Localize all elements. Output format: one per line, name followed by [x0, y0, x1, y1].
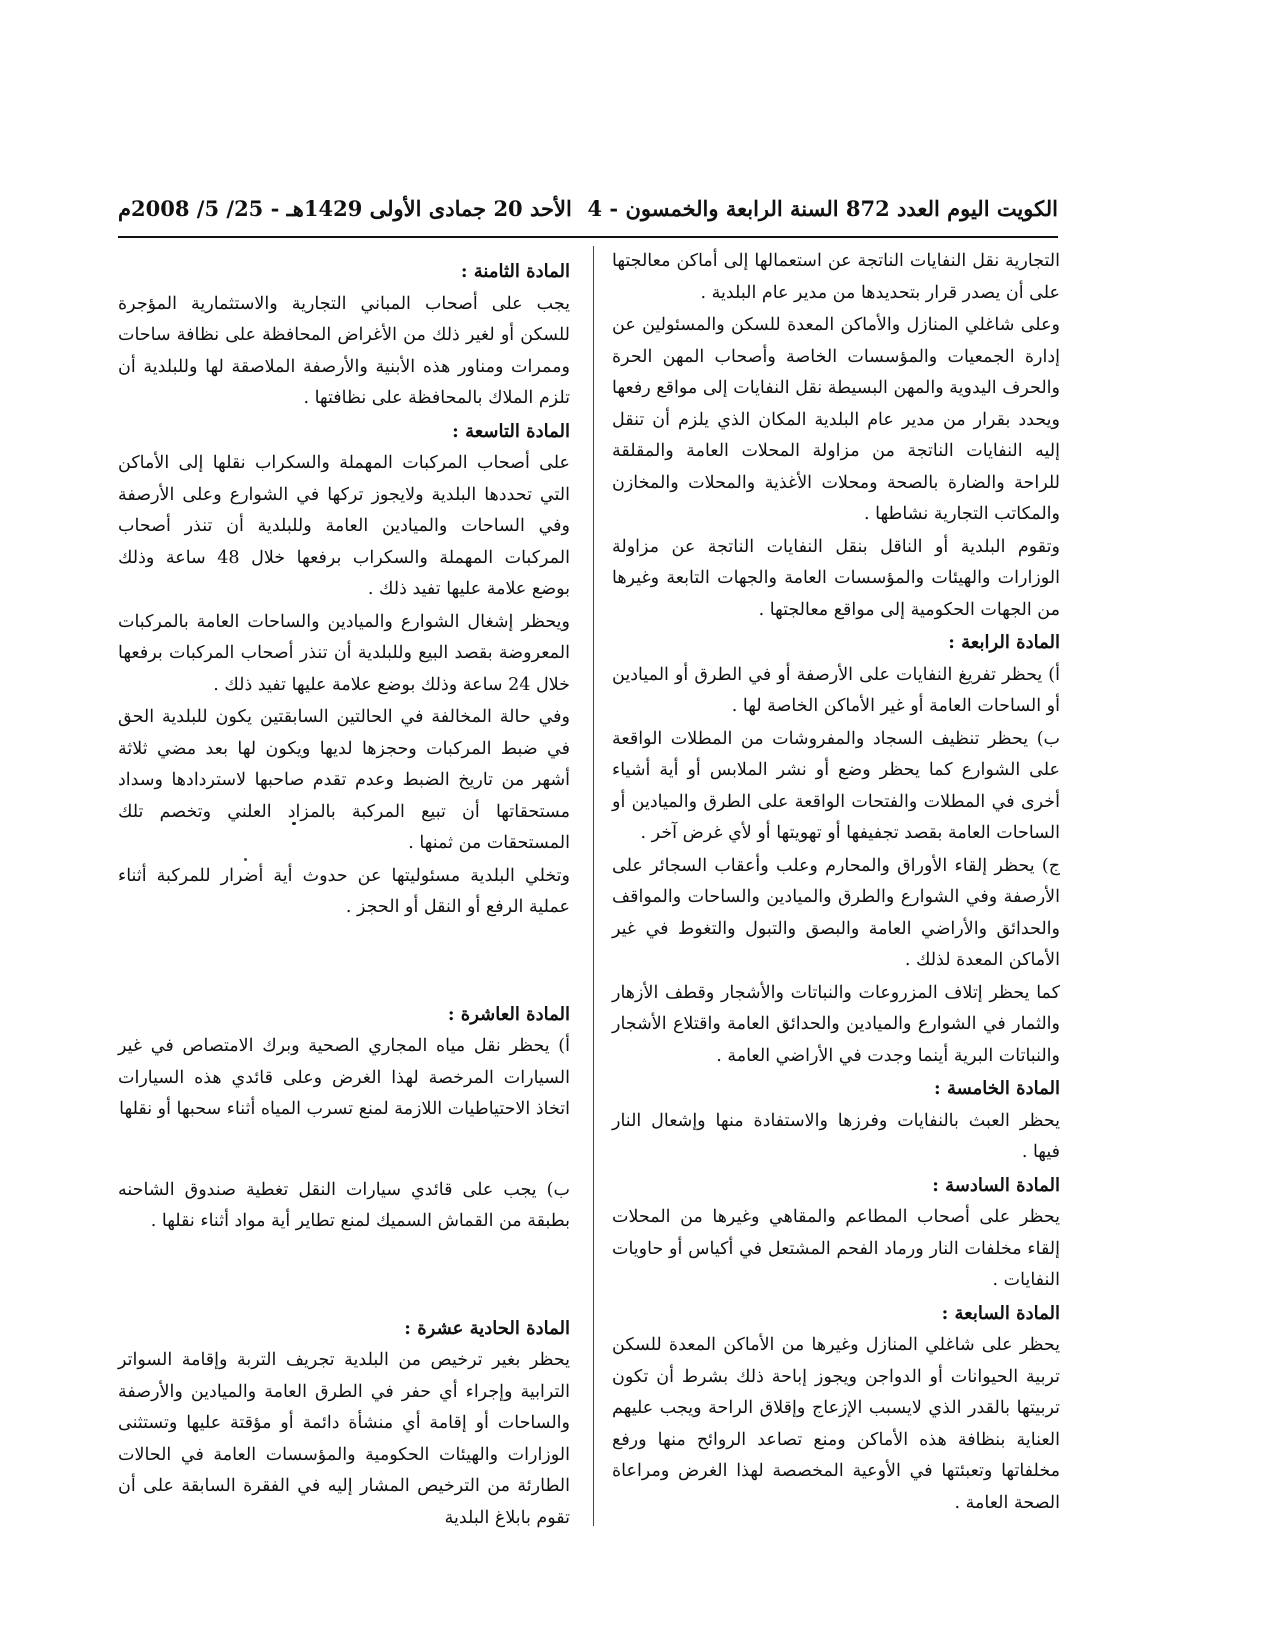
article-paragraph: على أصحاب المركبات المهملة والسكراب نقلها إلى الأماكن التي تحددها البلدية ولايجوز تركها في الشوارع وعلى الأرصفة وفي الساحات والميادين العامة وللبلدية أن تنذر أصحاب المركبات المهملة والسكراب برفعها خلال 48 ساعة وذلك بوضع علامة عليها تفيد ذلك . [118, 453, 570, 599]
ink-speck [292, 822, 296, 825]
article-paragraph: أ) يحظر نقل مياه المجاري الصحية وبرك الامتصاص في غير السيارات المرخصة لهذا الغرض وعلى قائدي هذه السيارات اتخاذ الاحتياطيات اللازمة لمنع تسرب المياه أثناء سحبها أو نقلها [118, 1036, 570, 1119]
article-paragraph: وعلى شاغلي المنازل والأماكن المعدة للسكن والمسئولين عن إدارة الجمعيات والمؤسسات الخاصة وأصحاب المهن الحرة والحرف اليدوية والمهن البسيطة نقل النفايات إلى مواقع رفعها ويحدد بقرار من مدير عام البلدية المكان الذي يلزم أن تنقل إليه النفايات الناتجة من مزاولة المحلات العامة والمقلقة للراحة والضارة بالصحة ومحلات الأغذية والمحلات والمخازن والمكاتب التجارية نشاطها . [612, 315, 1060, 524]
article-paragraph: يحظر على أصحاب المطاعم والمقاهي وغيرها من المحلات إلقاء مخلفات النار ورماد الفحم المشتعل في أكياس أو حاويات النفايات . [612, 1207, 1060, 1290]
article-heading: المادة الرابعة : [948, 632, 1060, 653]
article-heading: المادة التاسعة : [452, 420, 570, 442]
article-paragraph: ويحظر إشغال الشوارع والميادين والساحات العامة بالمركبات المعروضة بقصد البيع وللبلدية أن تنذر أصحاب المركبات برفعها خلال 24 ساعة وذلك بوضع علامة عليها تفيد ذلك . [118, 611, 570, 695]
article-paragraph: ب) يحظر تنظيف السجاد والمفروشات من المطلات الواقعة على الشوارع كما يحظر وضع أو نشر الملابس أو أية أشياء أخرى في المطلات والفتحات الواقعة على الطرق والميادين أو الساحات العامة بقصد تجفيفها أو تهويتها أو لأي غرض آخر . [612, 728, 1060, 843]
article-paragraph: كما يحظر إتلاف المزروعات والنباتات والأشجار وقطف الأزهار والثمار في الشوارع والميادين والحدائق العامة واقتلاع الأشجار والنباتات البرية أينما وجدت في الأراضي العامة . [612, 982, 1060, 1066]
article-paragraph: يحظر بغير ترخيص من البلدية تجريف التربة وإقامة السواتر الترابية وإجراء أي حفر في الطرق العامة والميادين والأرصفة والساحات أو إقامة أي منشأة دائمة أو مؤقتة عليها وتستثنى الوزارات والهيئات الحكومية والمؤسسات العامة في الحالات الطارئة من الترخيص المشار إليه في الفقرة السابقة على أن تقوم بابلاغ البلدية [118, 1350, 570, 1528]
column-gap [118, 925, 570, 999]
left-column [118, 256, 570, 1535]
page-header [118, 196, 1058, 228]
article-paragraph: يحظر على شاغلي المنازل وغيرها من الأماكن المعدة للسكن تربية الحيوانات أو الدواجن ويجوز إباحة ذلك بشرط أن تكون تربيتها بالقدر الذي لايسبب الإزعاج وإقلاق الراحة ويجب عليهم العناية بنظافة هذه الأماكن ومنع تصاعد الروائح منها ورفع مخلفاتها وتعبئتها في الأوعية المخصصة لهذا الغرض ومراعاة الصحة العامة . [612, 1335, 1060, 1513]
header-rule [118, 236, 1058, 238]
column-gap [118, 1127, 570, 1175]
article-paragraph: ب) يجب على قائدي سيارات النقل تغطية صندوق الشاحنه بطبقة من القماش السميك لمنع تطاير أية مواد أثناء نقلها . [118, 1179, 570, 1231]
article-paragraph: وتخلي البلدية مسئوليتها عن حدوث أية أضرار للمركبة أثناء عملية الرفع أو النقل أو الحجز . [118, 865, 570, 917]
article-heading: المادة السابعة : [941, 1302, 1060, 1324]
article-paragraph: ج) يحظر إلقاء الأوراق والمحارم وعلب وأعقاب السجائر على الأرصفة وفي الشوارع والطرق والميادين والساحات والمواقف والحدائق والأراضي العامة والبصق والتبول والتغوط في غير الأماكن المعدة لذلك . [612, 855, 1060, 970]
header-date: الأحد 20 جمادى الأولى 1429هـ - 25/ 5/ 2008م [118, 196, 572, 221]
column-gap [118, 1239, 570, 1313]
header-gazette-info: الكويت اليوم العدد 872 السنة الرابعة والخمسون - 4 [587, 196, 1058, 221]
article-paragraph: وتقوم البلدية أو الناقل بنقل النفايات الناتجة عن مزاولة الوزارات والهيئات والمؤسسات العامة والجهات التابعة وغيرها من الجهات الحكومية إلى مواقع معالجتها . [612, 536, 1060, 620]
article-paragraph: وفي حالة المخالفة في الحالتين السابقتين يكون للبلدية الحق في ضبط المركبات وحجزها لديها ويكون لها بعد مضي ثلاثة أشهر من تاريخ الضبط وعدم تقدم صاحبها لاستردادها وسداد مستحقاتها أن تبيع المركبة بالمزاد العلني وتخصم تلك المستحقات من ثمنها . [118, 707, 570, 853]
article-paragraph: يحظر العبث بالنفايات وفرزها والاستفادة منها وإشعال النار فيها . [612, 1110, 1060, 1162]
article-heading: المادة الثامنة : [460, 261, 570, 282]
article-paragraph: أ) يحظر تفريغ النفايات على الأرصفة أو في الطرق أو الميادين أو الساحات العامة أو غير الأماكن الخاصة لها . [612, 664, 1060, 716]
article-heading: المادة السادسة : [932, 1174, 1060, 1196]
article-heading: المادة الحادية عشرة : [404, 1317, 570, 1339]
article-heading: المادة الخامسة : [934, 1078, 1060, 1099]
column-divider [593, 246, 594, 1526]
article-heading: المادة العاشرة : [447, 1003, 570, 1025]
article-paragraph: يجب على أصحاب المباني التجارية والاستثمارية المؤجرة للسكن أو لغير ذلك من الأغراض المحافظة على نظافة ساحات وممرات ومناور هذه الأبنية والأرصفة الملاصقة لها وللبلدية أن تلزم الملاك بالمحافظة على نظافتها . [118, 293, 570, 408]
article-paragraph: التجارية نقل النفايات الناتجة عن استعمالها إلى أماكن معالجتها على أن يصدر قرار بتحديدها من مدير عام البلدية . [612, 251, 1060, 303]
right-column [612, 246, 1060, 1520]
ink-speck [244, 858, 247, 861]
